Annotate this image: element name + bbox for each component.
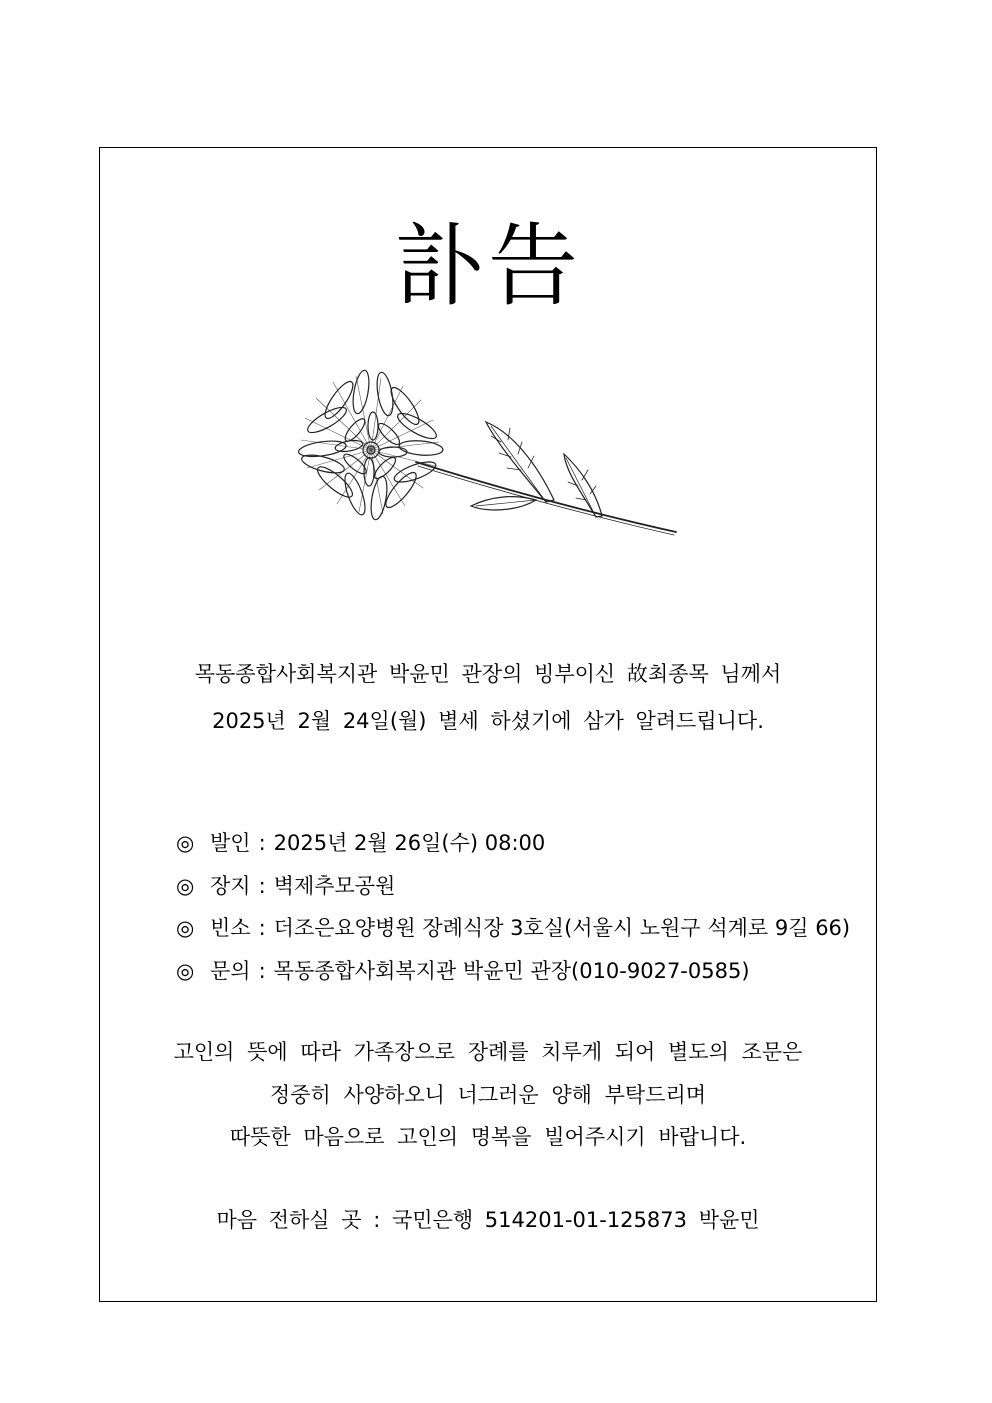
closing-line-1: 고인의 뜻에 따라 가족장으로 장례를 치루게 되어 별도의 조문은 <box>173 1040 803 1064</box>
notice-line-1: 목동종합사회복지관 박윤민 관장의 빙부이신 故최종목 님께서 <box>194 662 782 686</box>
detail-value: 2025년 2월 26일(수) 08:00 <box>273 831 546 855</box>
bullet-mark: ◎ <box>176 958 195 983</box>
account-info: 마음 전하실 곳 : 국민은행 514201-01-125873 박윤민 <box>216 1208 760 1232</box>
closing-line-2: 정중히 사양하오니 너그러운 양해 부탁드리며 <box>269 1082 707 1107</box>
detail-value: 벽제추모공원 <box>273 873 396 898</box>
closing-line-3: 따뜻한 마음으로 고인의 명복을 빌어주시기 바랍니다. <box>229 1125 747 1149</box>
detail-contact <box>176 950 850 993</box>
detail-colon: : <box>258 831 266 855</box>
bullet-mark: ◎ <box>176 873 195 898</box>
notice-frame <box>99 147 877 1302</box>
detail-burial-place <box>176 865 850 908</box>
detail-value: 더조은요양병원 장례식장 3호실(서울시 노원구 석계로 9길 66) <box>273 916 851 940</box>
closing-text <box>100 1031 876 1159</box>
notice-text <box>100 651 876 745</box>
detail-funeral-hall <box>176 907 850 950</box>
detail-colon: : <box>258 916 266 940</box>
details-list <box>176 822 850 992</box>
detail-colon: : <box>258 958 266 983</box>
detail-label: 빈소 <box>210 916 251 940</box>
detail-colon: : <box>258 873 266 898</box>
page-title: 訃告 <box>394 214 582 319</box>
detail-value: 목동종합사회복지관 박윤민 관장(010-9027-0585) <box>273 958 750 983</box>
chrysanthemum-icon <box>296 362 686 542</box>
bullet-mark: ◎ <box>176 916 195 940</box>
detail-label: 발인 <box>210 831 251 855</box>
detail-label: 문의 <box>210 958 251 983</box>
notice-line-2: 2025년 2월 24일(월) 별세 하셨기에 삼가 알려드립니다. <box>212 709 764 733</box>
detail-funeral-time <box>176 822 850 865</box>
bullet-mark: ◎ <box>176 831 195 855</box>
detail-label: 장지 <box>210 873 251 898</box>
